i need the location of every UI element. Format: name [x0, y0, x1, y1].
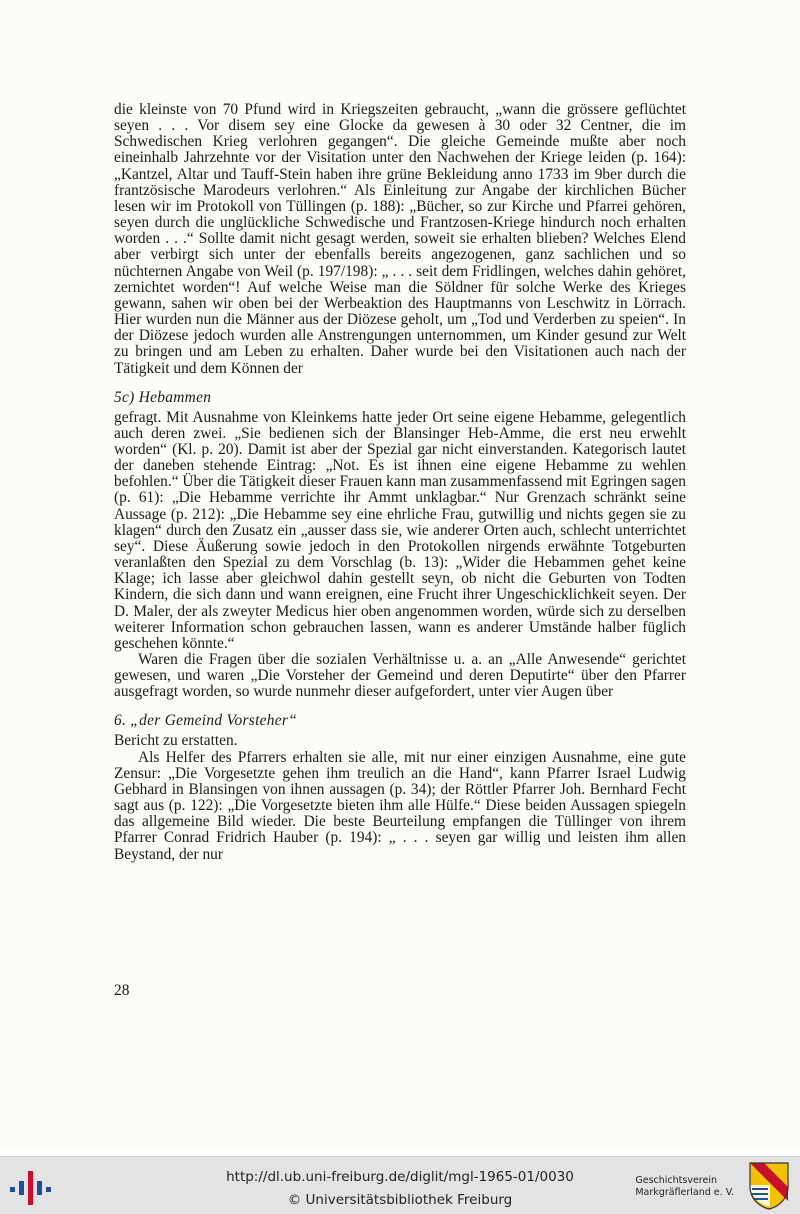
paragraph: Bericht zu erstatten.	[114, 732, 238, 750]
paragraph: die kleinste von 70 Pfund wird in Kriegszeiten gebraucht, „wann die grössere geflüchtet seyen . . . Vor disem sey eine Glocke da gewesen à 30 oder 32 Centner, die im Schwedischen Krieg verlohren gegangen“. Die gleiche Gemeinde mußte aber noch eineinhalb Jahrzehnte vor der Visitation unter den Nachwehen der Kriege leiden (p. 164): „Kantzel, Altar und Tauff-Stein haben ihre grüne Bekleidung anno 1733 im 9ber durch die frantzösische Marodeurs verlohren.“ Als Einleitung zur Angabe der kirchlichen Bücher lesen wir im Protokoll von Tüllingen (p. 188): „Bücher, so zur Kirche und Pfarrei gehören, seyen durch die unglückliche Schwedische und Frantzosen-Kriege hindurch noch erhalten worden . . .“ Sollte damit nicht gesagt werden, soweit sie erhalten blieben? Welches Elend aber verbirgt sich unter der ebenfalls bereits angezogenen, ganz sachlichen und so nüchternen Angabe von Weil (p. 197/198): „ . . . seit dem Fridlingen, welches dahin gehöret, zernichtet worden“! Auf welche Weise man die Söldner für solche Werke des Krieges gewann, sahen wir oben bei der Werbeaktion des Hauptmanns von Leschwitz in Lörrach. Hier wurden nun die Männer aus der Diözese geholt, um „Tod und Verderben zu speien“. In der Diözese jedoch wurden alle Anstrengungen unternommen, um Kinder gesund zur Welt zu bringen und am Leben zu erhalten. Daher wurde bei den Visitationen auch nach der Tätigkeit und dem Können der	[114, 101, 686, 377]
section-heading-6: 6. „der Gemeind Vorsteher“	[114, 712, 298, 730]
body-text	[114, 102, 686, 863]
copyright-text: © Universitätsbibliothek Freiburg	[287, 1192, 513, 1208]
viewer-footer	[0, 1156, 800, 1214]
permalink-url[interactable]: http://dl.ub.uni-freiburg.de/diglit/mgl-1965-01/0030	[226, 1169, 574, 1185]
society-line-2: Markgräflerland e. V.	[635, 1187, 734, 1198]
section-heading-5c: 5c) Hebammen	[114, 388, 212, 406]
paragraph: gefragt. Mit Ausnahme von Kleinkems hatte jeder Ort seine eigene Hebamme, gelegentlich auch deren zwei. „Sie bedienen sich der Blansinger Heb-Amme, die erst neu erwehlt worden“ (Kl. p. 20). Damit ist aber der Spezial gar nicht einverstanden. Kategorisch lautet der daneben stehende Eintrag: „Not. Es ist ihnen eine eigene Hebamme zu wehlen befohlen.“ Über die Tätigkeit dieser Frauen kann man zusammenfassend mit Egringen sagen (p. 61): „Die Hebamme verrichte ihr Ammt unklagbar.“ Nur Grenzach schränkt seine Aussage (p. 212): „Die Hebamme sey eine ehrliche Frau, gutwillig und nichts gegen sie zu klagen“ durch den Zusatz ein „ausser dass sie, wie anderer Orten auch, schlecht unterrichtet sey“. Diese Äußerung sowie jedoch in den Protokollen nirgends erwähnte Totgeburten veranlaßten den Spezial zu dem Vorschlag (b. 13): „Wider die Hebammen gehet keine Klage; ich lasse aber gleichwol dahin gestellt seyn, ob nicht die Geburten von Todten Kindern, die sich dann und wann ereignen, eine Frucht ihrer Ungeschicklichkeit seyen. Der D. Maler, der als zweyter Medicus hier oben angenommen worden, würde sich zu derselben weiterer Information schon gebrauchen lassen, wann es anderer Umstände halber füglich geschehen könnte.“	[114, 408, 686, 652]
paragraph: Als Helfer des Pfarrers erhalten sie alle, mit nur einer einzigen Ausnahme, eine gute Zensur: „Die Vorgesetzte gehen ihm treulich an die Hand“, kann Pfarrer Israel Ludwig Gebhard in Blansingen von ihnen aussagen (p. 34); der Röttler Pfarrer Joh. Bernhard Fecht sagt aus (p. 122): „Die Vorgesetzte bieten ihm alle Hülfe.“ Diese beiden Aussagen spiegeln das allgemeine Bild wieder. Die beste Beurteilung empfangen die Tüllinger von ihrem Pfarrer Conrad Fridrich Hauber (p. 194): „ . . . seyen gar willig und leisten ihm allen Beystand, der nur	[114, 748, 686, 863]
paragraph: Waren die Fragen über die sozialen Verhältnisse u. a. an „Alle Anwesende“ gerichtet gewesen, und waren „Die Vorsteher der Gemeind und deren Deputirte“ über den Pfarrer ausgefragt worden, so wurde nunmehr dieser aufgefordert, unter vier Augen über	[114, 651, 686, 701]
page-number: 28	[114, 982, 130, 999]
society-line-1: Geschichtsverein	[635, 1175, 717, 1186]
coat-of-arms-icon[interactable]	[748, 1161, 790, 1211]
society-name	[635, 1175, 734, 1199]
